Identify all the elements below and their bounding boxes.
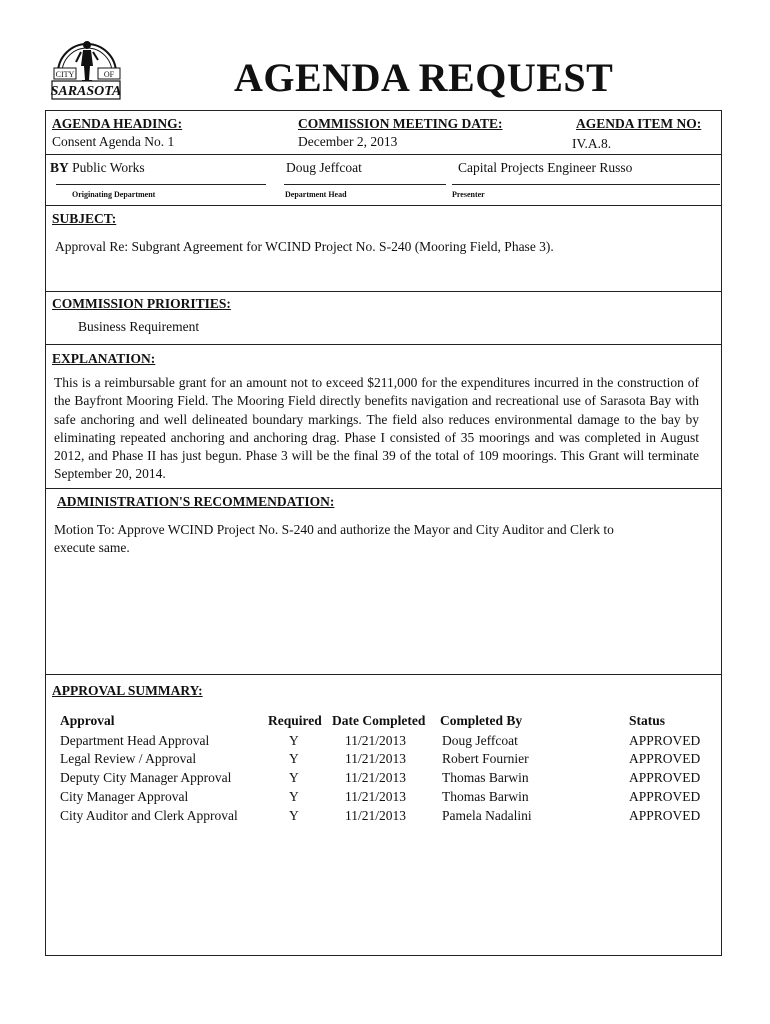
cell-date: 11/21/2013 (345, 770, 407, 785)
cell-completed-by: Robert Fournier (442, 751, 529, 766)
cell-completed-by: Thomas Barwin (442, 770, 529, 785)
cell-approval: Legal Review / Approval (60, 751, 197, 766)
priorities-text: Business Requirement (78, 319, 200, 334)
city-seal-logo (48, 28, 126, 106)
logo-of-text: OF (103, 70, 115, 79)
logo-name-text: SARASOTA (50, 84, 122, 99)
cell-required: Y (289, 789, 299, 804)
cell-approval: City Manager Approval (60, 789, 189, 804)
cell-date: 11/21/2013 (345, 751, 407, 766)
recommendation-label: ADMINISTRATION'S RECOMMENDATION: (57, 494, 335, 509)
meeting-date-value: December 2, 2013 (298, 134, 398, 149)
col-header-completed-by: Completed By (440, 713, 523, 728)
caption-presenter: Presenter (452, 190, 485, 199)
cell-date: 11/21/2013 (345, 808, 407, 823)
divider (45, 674, 722, 675)
cell-date: 11/21/2013 (345, 789, 407, 804)
col-header-approval: Approval (60, 713, 115, 728)
caption-department-head: Department Head (285, 190, 347, 199)
cell-required: Y (289, 770, 299, 785)
cell-completed-by: Doug Jeffcoat (442, 733, 518, 748)
meeting-date-label: COMMISSION MEETING DATE: (298, 116, 503, 131)
signature-line (452, 184, 720, 185)
cell-status: APPROVED (629, 789, 701, 804)
cell-completed-by: Thomas Barwin (442, 789, 529, 804)
cell-approval: Department Head Approval (60, 733, 210, 748)
cell-status: APPROVED (629, 808, 701, 823)
presenter-value: Capital Projects Engineer Russo (458, 160, 633, 175)
page-title: AGENDA REQUEST (234, 55, 614, 100)
explanation-label: EXPLANATION: (52, 351, 156, 366)
signature-line (284, 184, 446, 185)
cell-status: APPROVED (629, 770, 701, 785)
item-no-label: AGENDA ITEM NO: (576, 116, 702, 131)
subject-label: SUBJECT: (52, 211, 117, 226)
by-label: BY (50, 160, 69, 175)
col-header-date: Date Completed (332, 713, 426, 728)
divider (45, 154, 722, 155)
divider (45, 488, 722, 489)
cell-required: Y (289, 808, 299, 823)
originating-department-value: Public Works (72, 160, 145, 175)
agenda-heading-value: Consent Agenda No. 1 (52, 134, 175, 149)
cell-status: APPROVED (629, 751, 701, 766)
divider (45, 291, 722, 292)
cell-approval: City Auditor and Clerk Approval (60, 808, 238, 823)
subject-text: Approval Re: Subgrant Agreement for WCIND Project No. S-240 (Mooring Field, Phase 3). (55, 239, 554, 254)
caption-department: Originating Department (72, 190, 156, 199)
col-header-required: Required (268, 713, 322, 728)
divider (45, 205, 722, 206)
cell-approval: Deputy City Manager Approval (60, 770, 232, 785)
by-row (50, 160, 145, 176)
logo-city-text: CITY (55, 70, 75, 79)
col-header-status: Status (629, 713, 666, 728)
cell-date: 11/21/2013 (345, 733, 407, 748)
priorities-label: COMMISSION PRIORITIES: (52, 296, 231, 311)
divider (45, 344, 722, 345)
signature-line (56, 184, 266, 185)
agenda-heading-label: AGENDA HEADING: (52, 116, 183, 131)
department-head-value: Doug Jeffcoat (286, 160, 362, 175)
cell-status: APPROVED (629, 733, 701, 748)
recommendation-text: Motion To: Approve WCIND Project No. S-240 and authorize the Mayor and City Auditor and Clerk to execute same. (54, 522, 614, 556)
cell-required: Y (289, 751, 299, 766)
cell-required: Y (289, 733, 299, 748)
approval-summary-label: APPROVAL SUMMARY: (52, 683, 203, 698)
item-no-value: IV.A.8. (572, 136, 612, 151)
cell-completed-by: Pamela Nadalini (442, 808, 532, 823)
explanation-text: This is a reimbursable grant for an amount not to exceed $211,000 for the expenditures incurred in the construction of the Bayfront Mooring Field. The Mooring Field directly benefits navigation and recreational use of Sarasota Bay with safe anchoring and well delineated boundary markings. The field also reduces environmental damage to the bay by eliminating repeated anchoring and anchoring drag. Phase I consisted of 35 moorings and was completed in August 2012, and Phase II has just begun. Phase 3 will be the final 39 of the total of 109 moorings. This Grant will terminate September 20, 2014. (54, 375, 699, 482)
